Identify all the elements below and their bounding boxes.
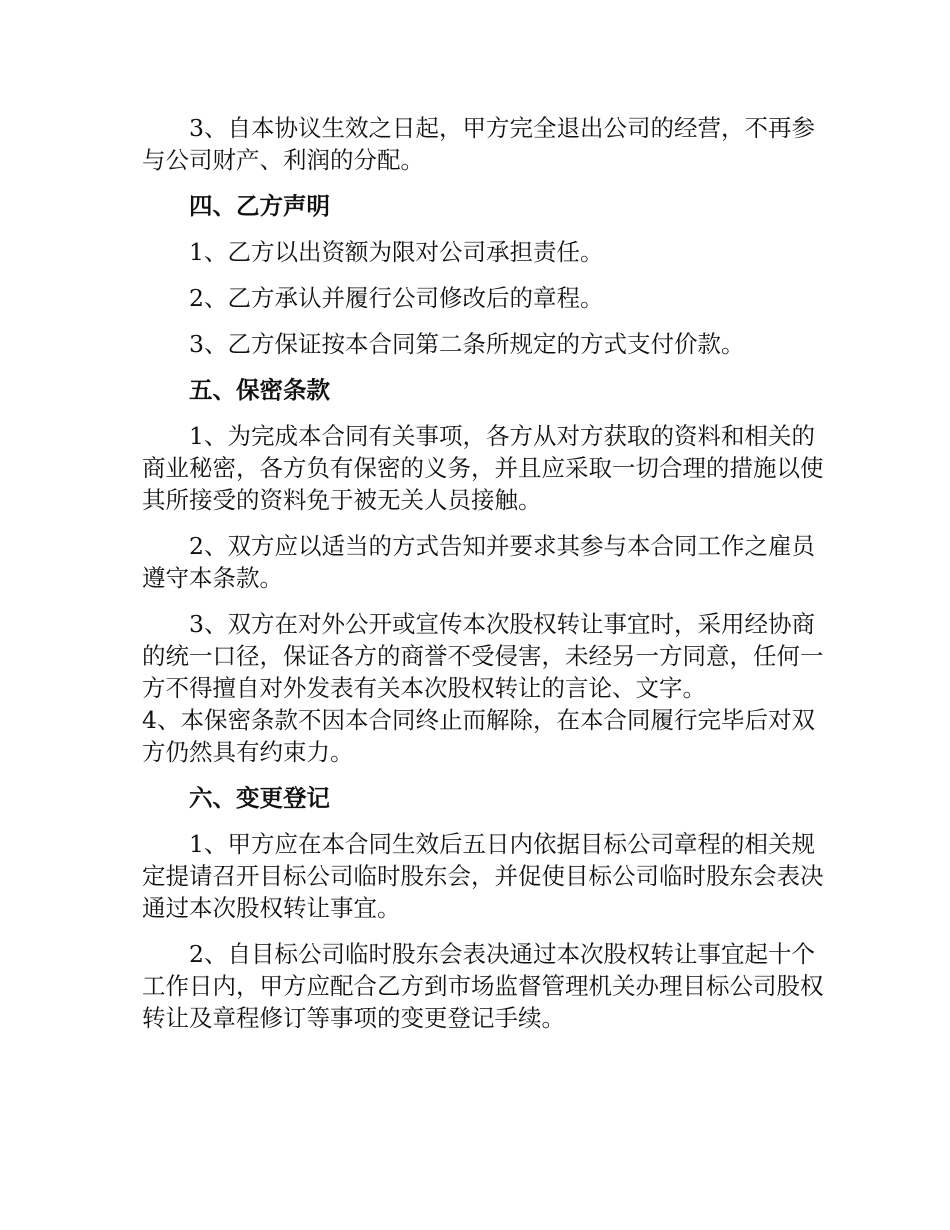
section-heading-6: 六、变更登记	[189, 784, 330, 812]
clause-4-2: 2、乙方承认并履行公司修改后的章程。	[189, 284, 604, 312]
clause-5-1: 1、为完成本合同有关事项，各方从对方获取的资料和相关的商业秘密，各方负有保密的义务，并且应采取一切合理的措施以使其所接受的资料免于被无关人员接触。	[142, 422, 824, 514]
clause-4-3: 3、乙方保证按本合同第二条所规定的方式支付价款。	[189, 330, 745, 358]
clause-5-2: 2、双方应以适当的方式告知并要求其参与本合同工作之雇员遵守本条款。	[142, 532, 815, 592]
document-body	[142, 112, 832, 1048]
clause-6-1: 1、甲方应在本合同生效后五日内依据目标公司章程的相关规定提请召开目标公司临时股东会，并促使目标公司临时股东会表决通过本次股权转让事宜。	[142, 830, 824, 922]
clause-4-1: 1、乙方以出资额为限对公司承担责任。	[189, 238, 604, 266]
clause-5-3: 3、双方在对外公开或宣传本次股权转让事宜时，采用经协商的统一口径，保证各方的商誉不受侵害，未经另一方同意，任何一方不得擅自对外发表有关本次股权转让的言论、文字。	[142, 610, 824, 702]
clause-5-4: 4、本保密条款不因本合同终止而解除，在本合同履行完毕后对双方仍然具有约束力。	[142, 706, 815, 766]
clause-3-withdrawal: 3、自本协议生效之日起，甲方完全退出公司的经营，不再参与公司财产、利润的分配。	[142, 114, 815, 174]
section-heading-5: 五、保密条款	[189, 376, 330, 404]
section-heading-4: 四、乙方声明	[189, 192, 330, 220]
clause-6-2: 2、自目标公司临时股东会表决通过本次股权转让事宜起十个工作日内，甲方应配合乙方到市场监督管理机关办理目标公司股权转让及章程修订等事项的变更登记手续。	[142, 940, 824, 1032]
